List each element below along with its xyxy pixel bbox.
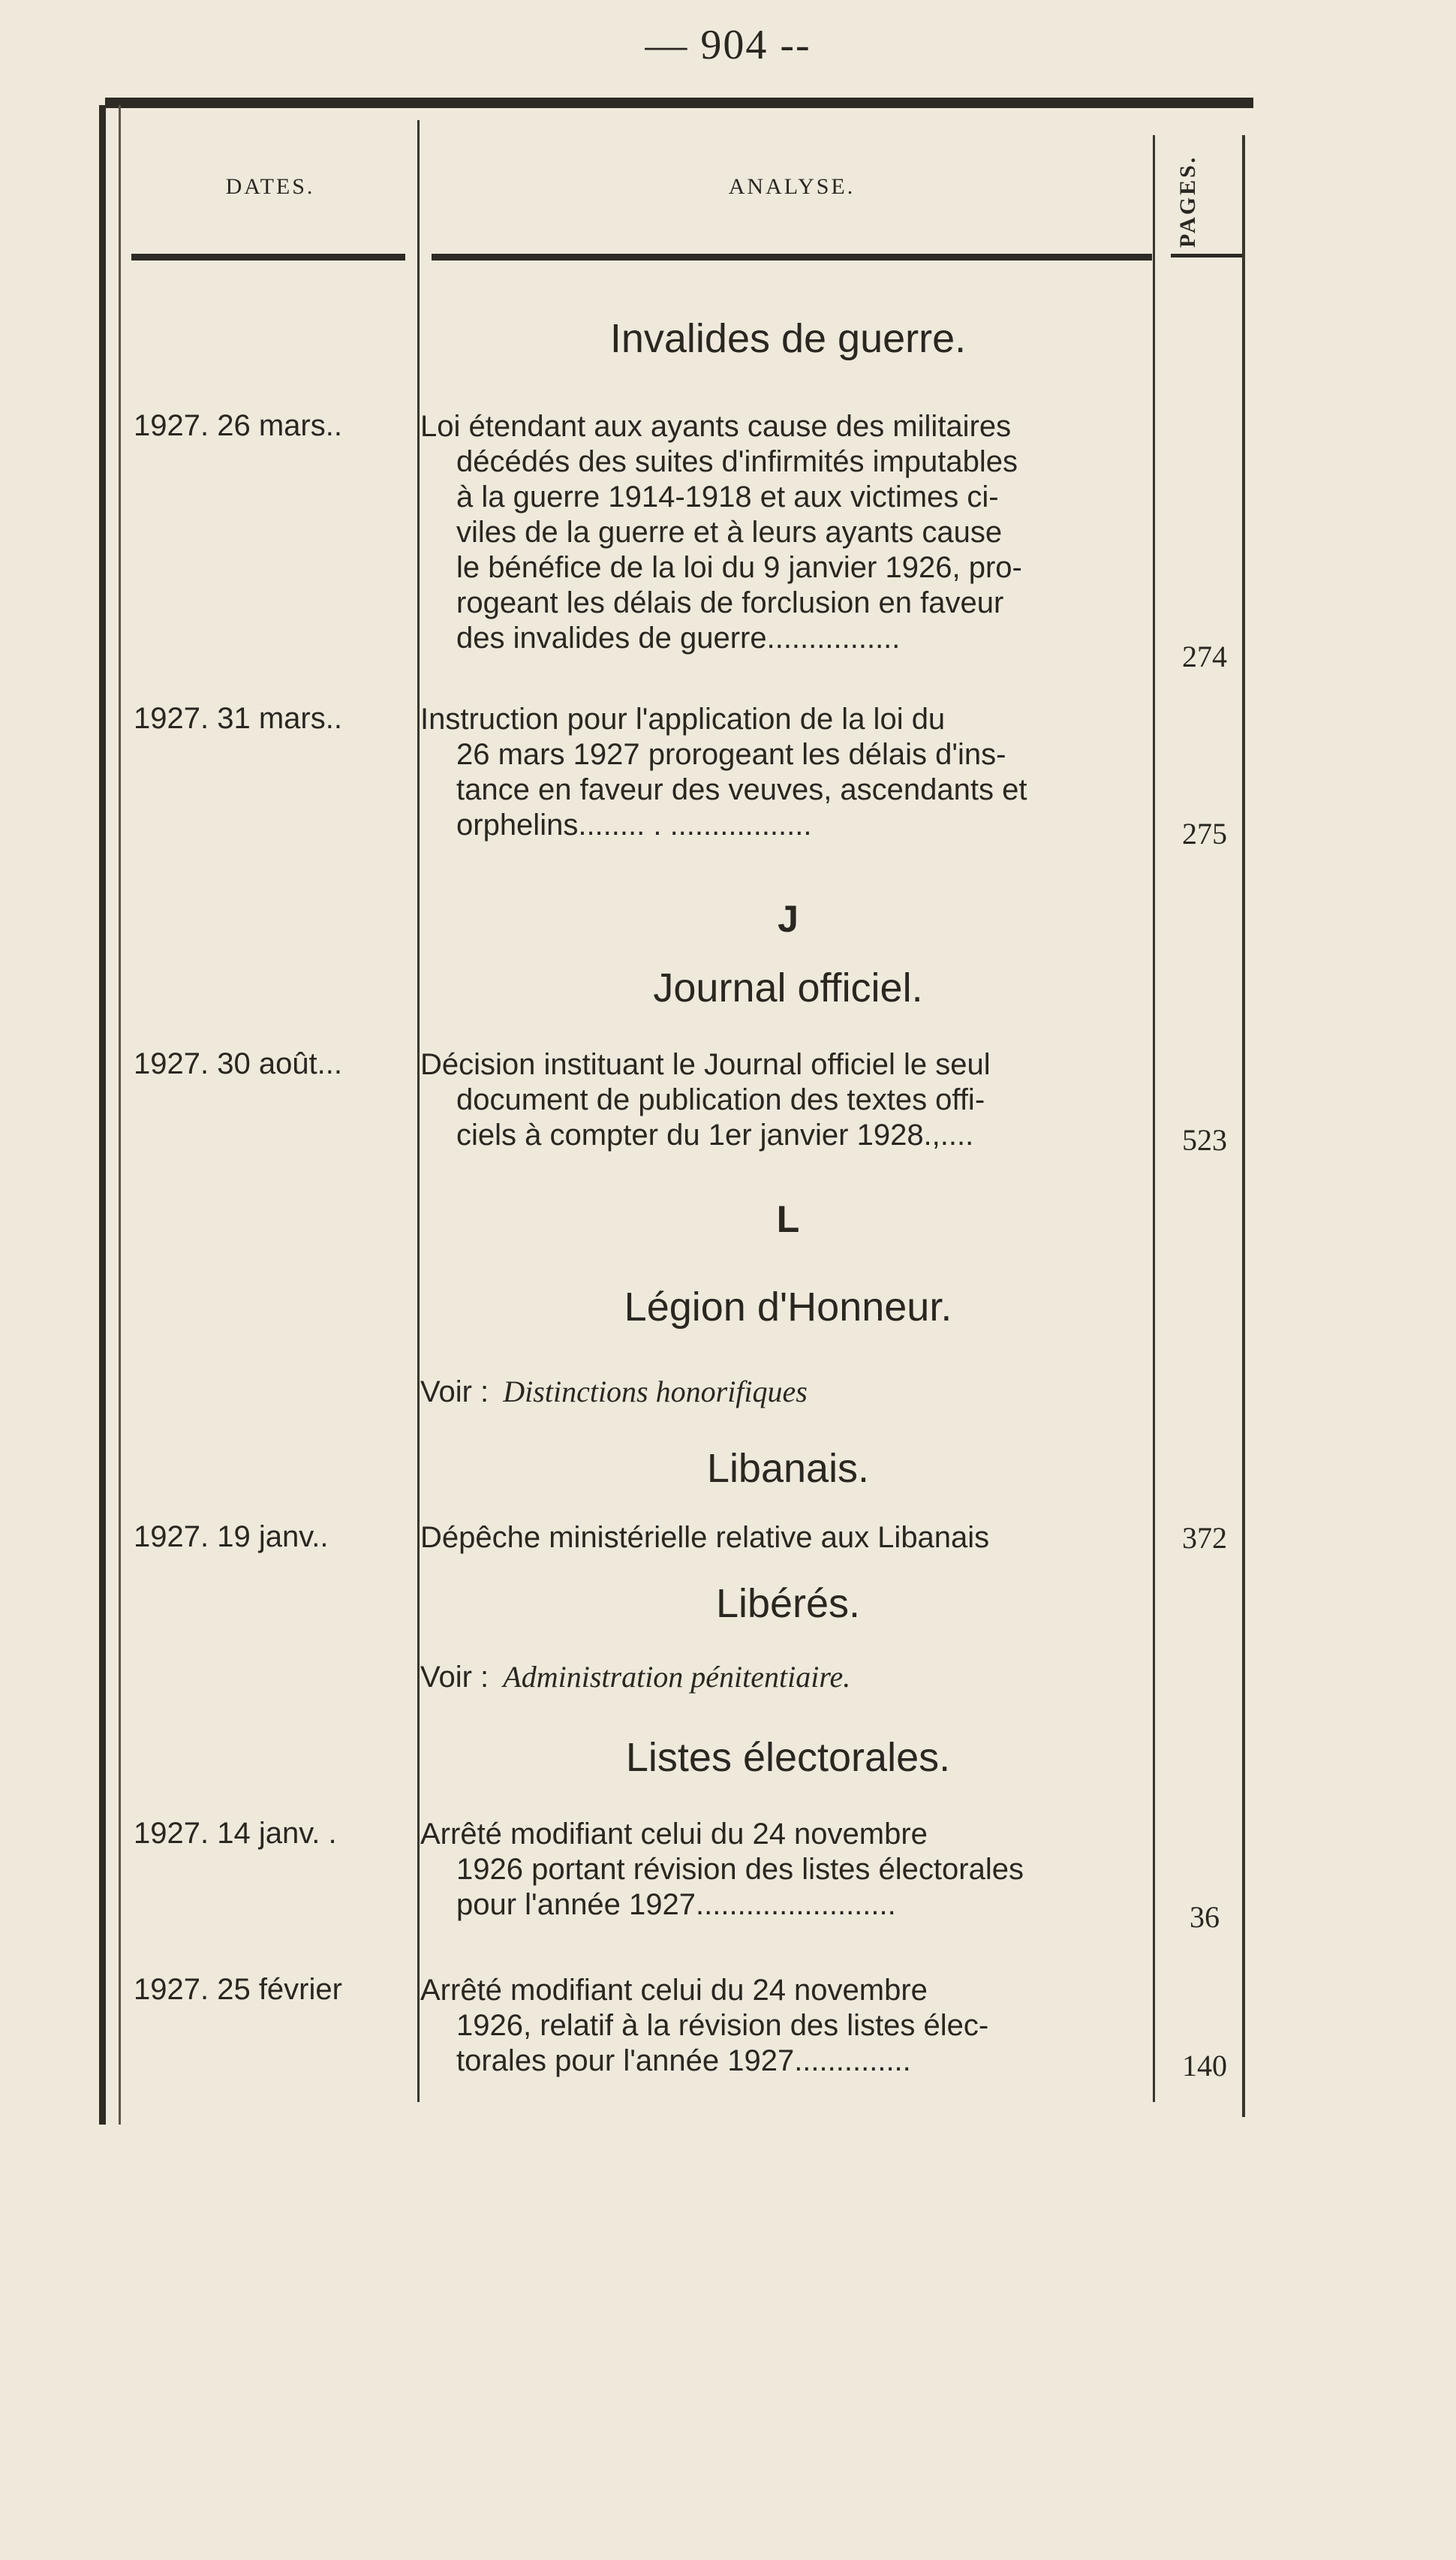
see-target: Distinctions honorifiques xyxy=(503,1375,808,1408)
see-label: Voir : xyxy=(420,1375,489,1408)
dates-column-rule xyxy=(417,120,420,2102)
see-reference xyxy=(420,1659,1152,1694)
entry-date: 1927. 30 août... xyxy=(134,1047,343,1080)
section-heading: Invalides de guerre. xyxy=(609,316,967,361)
entry-date: 1927. 25 février xyxy=(134,1973,342,2006)
see-reference xyxy=(420,1374,1152,1409)
analysis-line: torales pour l'année 1927.............. xyxy=(456,2044,911,2077)
pages-header-rule xyxy=(1171,254,1242,258)
entry-date: 1927. 26 mars.. xyxy=(134,409,342,442)
entry-analysis xyxy=(420,1973,1152,2079)
section-heading: Journal officiel. xyxy=(653,965,923,1010)
header-dates: DATES. xyxy=(225,174,315,199)
analysis-line: Instruction pour l'application de la loi du xyxy=(420,703,946,736)
analysis-line: pour l'année 1927........................ xyxy=(456,1888,896,1921)
analyse-column-rule xyxy=(1153,135,1155,2102)
analyse-header-rule xyxy=(432,254,1152,261)
pages-column-rule xyxy=(1242,135,1245,2117)
analysis-line: à la guerre 1914-1918 et aux victimes ci- xyxy=(456,480,999,514)
analysis-line: Dépêche ministérielle relative aux Libanais xyxy=(420,1521,990,1554)
header-analyse: ANALYSE. xyxy=(728,174,856,199)
section-letter: L xyxy=(776,1198,800,1240)
analysis-line: document de publication des textes offi- xyxy=(456,1083,985,1116)
entry-analysis xyxy=(420,409,1152,656)
entry-date: 1927. 14 janv. . xyxy=(134,1817,337,1850)
analysis-line: Loi étendant aux ayants cause des militaires xyxy=(420,410,1012,443)
entry-analysis xyxy=(420,1047,1152,1153)
section-heading: Listes électorales. xyxy=(625,1735,951,1780)
analysis-line: 1926, relatif à la révision des listes élec- xyxy=(456,2009,989,2042)
header-pages: PAGES. xyxy=(1175,155,1200,248)
entry-analysis xyxy=(420,702,1152,843)
section-letter: J xyxy=(778,898,799,940)
analysis-line: Arrêté modifiant celui du 24 novembre xyxy=(420,1974,928,2007)
left-border-rule xyxy=(99,105,106,2125)
analysis-line: 1926 portant révision des listes électorales xyxy=(456,1853,1024,1886)
analysis-line: tance en faveur des veuves, ascendants et xyxy=(456,773,1027,806)
analysis-line: Décision instituant le Journal officiel le seul xyxy=(420,1048,991,1081)
page-number: — 904 -- xyxy=(645,22,811,68)
entry-page: 275 xyxy=(1182,817,1227,851)
entry-page: 140 xyxy=(1182,2049,1227,2083)
analysis-line: Arrêté modifiant celui du 24 novembre xyxy=(420,1818,928,1851)
see-label: Voir : xyxy=(420,1661,489,1694)
section-heading: Légion d'Honneur. xyxy=(624,1285,952,1330)
analysis-line: le bénéfice de la loi du 9 janvier 1926, pro- xyxy=(456,551,1022,584)
see-target: Administration pénitentiaire. xyxy=(503,1660,851,1694)
left-inner-rule xyxy=(119,105,121,2125)
entry-page: 274 xyxy=(1182,640,1227,673)
analysis-line: rogeant les délais de forclusion en faveur xyxy=(456,586,1004,619)
entry-page: 372 xyxy=(1182,1521,1227,1555)
analysis-line: des invalides de guerre................ xyxy=(456,622,901,655)
analysis-line: viles de la guerre et à leurs ayants cause xyxy=(456,516,1003,549)
entry-page: 36 xyxy=(1190,1900,1220,1934)
entry-date: 1927. 19 janv.. xyxy=(134,1520,329,1553)
entry-date: 1927. 31 mars.. xyxy=(134,702,342,735)
analysis-line: 26 mars 1927 prorogeant les délais d'ins- xyxy=(456,738,1006,771)
entry-analysis xyxy=(420,1817,1152,1923)
analysis-line: ciels à compter du 1er janvier 1928.,.... xyxy=(456,1119,974,1152)
entry-page: 523 xyxy=(1182,1123,1227,1157)
section-heading: Libérés. xyxy=(715,1581,861,1626)
analysis-line: orphelins........ . ................. xyxy=(456,809,812,842)
section-heading: Libanais. xyxy=(706,1446,870,1491)
dates-header-rule xyxy=(131,254,405,261)
analysis-line: décédés des suites d'infirmités imputables xyxy=(456,445,1018,478)
entry-analysis xyxy=(420,1520,1152,1556)
top-rule xyxy=(105,98,1253,108)
